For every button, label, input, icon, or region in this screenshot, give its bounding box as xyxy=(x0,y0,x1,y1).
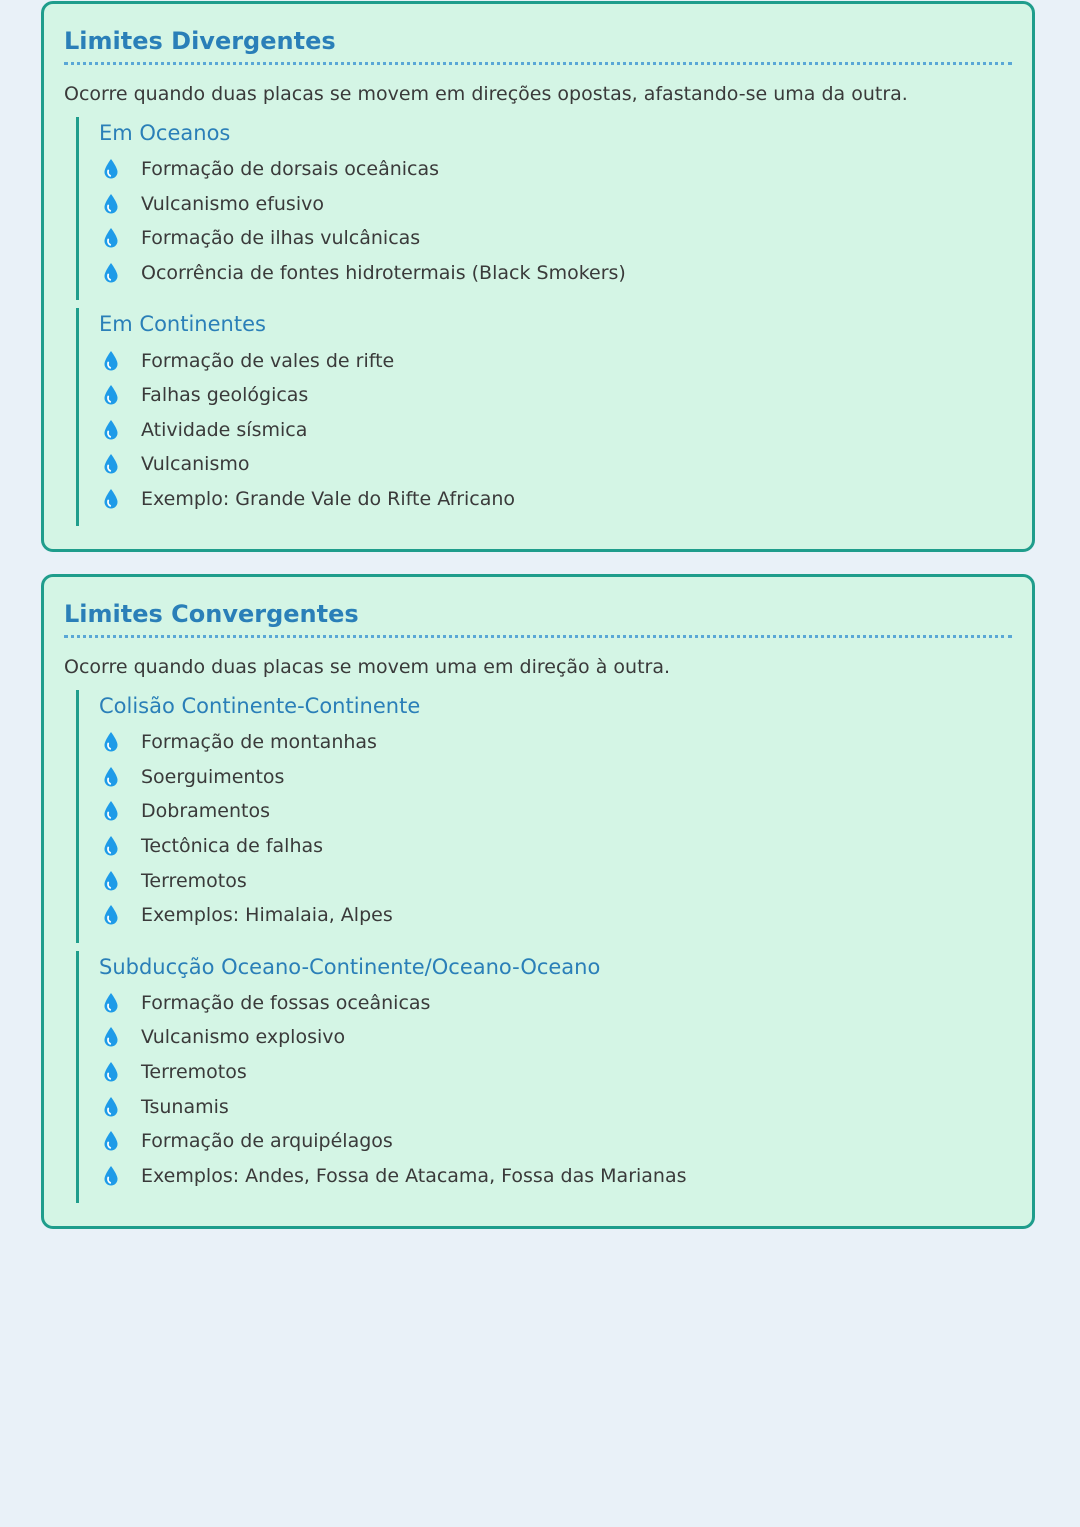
subsection-title: Colisão Continente-Continente xyxy=(99,694,421,718)
water-drop-icon xyxy=(103,158,119,180)
subsection-continents xyxy=(76,308,1012,526)
subsection-title: Em Continentes xyxy=(99,312,266,337)
list-item-text: Atividade sísmica xyxy=(141,418,308,441)
water-drop-icon xyxy=(103,1061,119,1083)
list-item-text: Formação de montanhas xyxy=(141,731,377,754)
card-description: Ocorre quando duas placas se movem em direções opostas, afastando-se uma da outra. xyxy=(64,83,908,105)
water-drop-icon xyxy=(103,904,119,926)
list-item xyxy=(99,1020,1012,1055)
list-item xyxy=(99,898,1012,933)
subsection-oceans xyxy=(76,117,1012,300)
list-item xyxy=(99,1055,1012,1090)
list-item-text: Falhas geológicas xyxy=(141,384,309,407)
water-drop-icon xyxy=(103,835,119,857)
water-drop-icon xyxy=(103,870,119,892)
list-item xyxy=(99,829,1012,864)
list-item xyxy=(99,725,1012,760)
list-item-text: Formação de arquipélagos xyxy=(141,1130,393,1153)
list-item xyxy=(99,863,1012,898)
water-drop-icon xyxy=(103,384,119,406)
list-item-text: Ocorrência de fontes hidrotermais (Black Smokers) xyxy=(141,262,626,285)
list-item-text: Soerguimentos xyxy=(141,765,285,788)
list-item-text: Formação de fossas oceânicas xyxy=(141,991,431,1014)
water-drop-icon xyxy=(103,1165,119,1187)
list-item xyxy=(99,221,1012,256)
water-drop-icon xyxy=(103,731,119,753)
water-drop-icon xyxy=(103,1026,119,1048)
convergent-boundaries-card xyxy=(41,574,1035,1229)
list-item xyxy=(99,187,1012,222)
list-item xyxy=(99,1159,1012,1194)
water-drop-icon xyxy=(103,419,119,441)
list-item xyxy=(99,413,1012,448)
water-drop-icon xyxy=(103,227,119,249)
list-item-text: Tectônica de falhas xyxy=(141,835,324,858)
water-drop-icon xyxy=(103,1130,119,1152)
water-drop-icon xyxy=(103,992,119,1014)
list-item xyxy=(99,256,1012,291)
water-drop-icon xyxy=(103,453,119,475)
card-title: Limites Divergentes xyxy=(64,4,1012,65)
list-item-text: Vulcanismo xyxy=(141,453,250,476)
list-item xyxy=(99,986,1012,1021)
list-item xyxy=(99,447,1012,482)
card-description: Ocorre quando duas placas se movem uma em direção à outra. xyxy=(64,656,671,678)
water-drop-icon xyxy=(103,488,119,510)
list-item-text: Vulcanismo efusivo xyxy=(141,192,324,215)
list-item-text: Terremotos xyxy=(141,1061,247,1084)
water-drop-icon xyxy=(103,1096,119,1118)
water-drop-icon xyxy=(103,193,119,215)
list-item-text: Formação de vales de rifte xyxy=(141,349,395,372)
list-item-text: Exemplo: Grande Vale do Rifte Africano xyxy=(141,488,516,511)
subsection-collision xyxy=(76,690,1012,943)
water-drop-icon xyxy=(103,766,119,788)
list-item-text: Formação de ilhas vulcânicas xyxy=(141,227,421,250)
subsection-title: Subducção Oceano-Continente/Oceano-Oceano xyxy=(99,954,601,979)
subsection-title: Em Oceanos xyxy=(99,121,231,145)
list-item xyxy=(99,343,1012,378)
list-item-text: Dobramentos xyxy=(141,800,270,823)
list-item xyxy=(99,794,1012,829)
list-item-text: Vulcanismo explosivo xyxy=(141,1026,346,1049)
water-drop-icon xyxy=(103,262,119,284)
list-item xyxy=(99,1124,1012,1159)
list-item xyxy=(99,760,1012,795)
list-item-text: Terremotos xyxy=(141,869,247,892)
list-item-text: Exemplos: Andes, Fossa de Atacama, Fossa das Marianas xyxy=(141,1164,687,1187)
list-item xyxy=(99,152,1012,187)
card-title: Limites Convergentes xyxy=(64,577,1012,638)
list-item xyxy=(99,378,1012,413)
list-item xyxy=(99,482,1012,517)
subsection-subduction xyxy=(76,951,1012,1204)
list-item-text: Tsunamis xyxy=(141,1095,229,1118)
list-item xyxy=(99,1089,1012,1124)
water-drop-icon xyxy=(103,800,119,822)
water-drop-icon xyxy=(103,350,119,372)
list-item-text: Exemplos: Himalaia, Alpes xyxy=(141,904,393,927)
divergent-boundaries-card xyxy=(41,1,1035,552)
list-item-text: Formação de dorsais oceânicas xyxy=(141,158,440,181)
